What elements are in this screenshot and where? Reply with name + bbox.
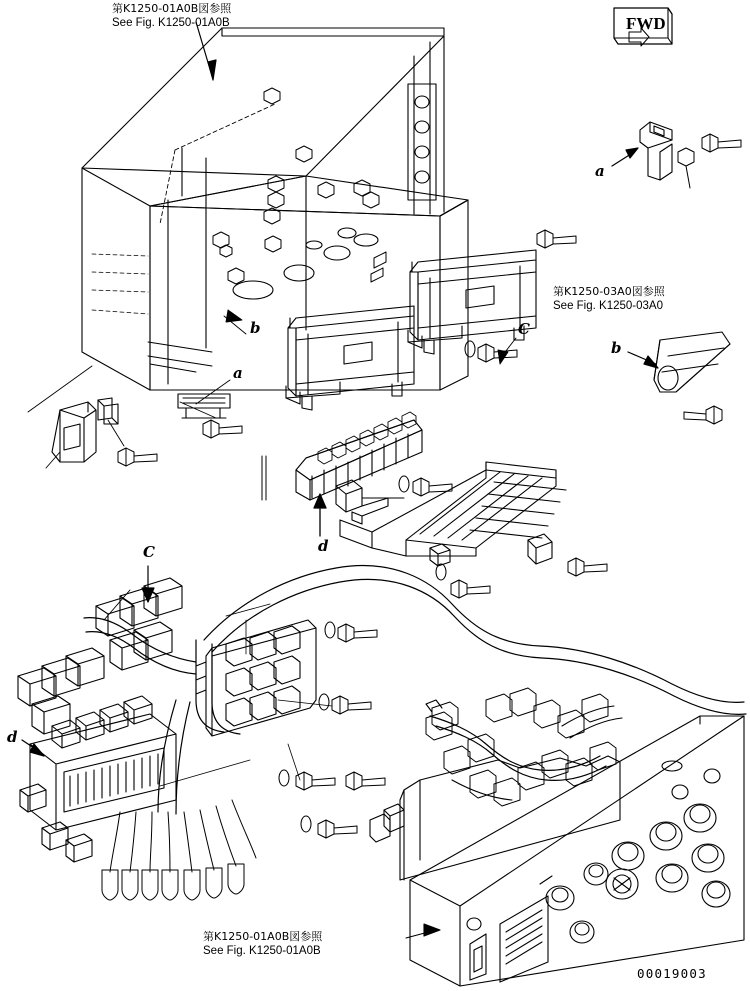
relay-bracket-left xyxy=(286,382,340,404)
ref-label-bottom-jp: 第K1250-01A0B図参照 xyxy=(203,930,323,943)
cable-clamp-a xyxy=(640,122,672,180)
fuse-panel-lower-left xyxy=(20,696,176,862)
leader-arrow-bottom-ref xyxy=(406,924,440,938)
ref-label-top-left-jp: 第K1250-01A0B図参照 xyxy=(112,2,232,15)
callout-b-right: b xyxy=(611,339,622,357)
callout-a-topright: a xyxy=(595,162,605,180)
leader-line-b-left xyxy=(224,310,246,334)
leader-arrow-d-center xyxy=(314,494,326,536)
fwd-label: FWD xyxy=(626,14,666,33)
mesh-bracket xyxy=(340,462,566,556)
callout-d-left: d xyxy=(7,728,18,746)
control-box-housing xyxy=(82,28,468,418)
wiring-harness-main xyxy=(84,566,746,814)
fuse-block-row xyxy=(296,412,422,500)
leader-arrow-a-topright xyxy=(612,148,638,166)
ref-label-right-jp: 第K1250-03A0図参照 xyxy=(553,285,665,298)
ref-label-top-left-en: See Fig. K1250-01A0B xyxy=(112,17,230,29)
relay-module-right xyxy=(410,250,536,354)
clip-mid-small xyxy=(430,544,450,566)
ref-label-bottom-en: See Fig. K1250-01A0B xyxy=(203,945,321,957)
relay-bracket-right xyxy=(408,326,462,348)
cover-part-b xyxy=(654,332,730,392)
callout-a-left: a xyxy=(233,364,243,382)
callout-d-center: d xyxy=(318,537,329,555)
relay-module-left xyxy=(288,306,414,410)
ref-label-right-en: See Fig. K1250-03A0 xyxy=(553,300,663,312)
right-harness-assembly xyxy=(370,688,622,880)
leader-arrow-d-left xyxy=(22,740,44,756)
small-bracket-mid xyxy=(528,534,552,564)
connector-stack-upper-left xyxy=(96,578,182,670)
connector-stack-lower-left xyxy=(18,648,104,734)
callout-b-center: b xyxy=(250,319,261,337)
callout-c-right: C xyxy=(518,320,530,338)
bullet-terminals xyxy=(102,864,244,900)
drawing-part-number: 00019003 xyxy=(637,966,707,981)
cable-clip-a-left xyxy=(52,398,118,462)
leader-arrow-b-right xyxy=(628,352,658,368)
leader-line-a-left xyxy=(180,380,230,418)
callout-c-left: C xyxy=(143,543,155,561)
instrument-panel xyxy=(410,716,744,986)
relay-grid-board xyxy=(196,620,316,736)
relay-cube-d xyxy=(336,480,388,524)
